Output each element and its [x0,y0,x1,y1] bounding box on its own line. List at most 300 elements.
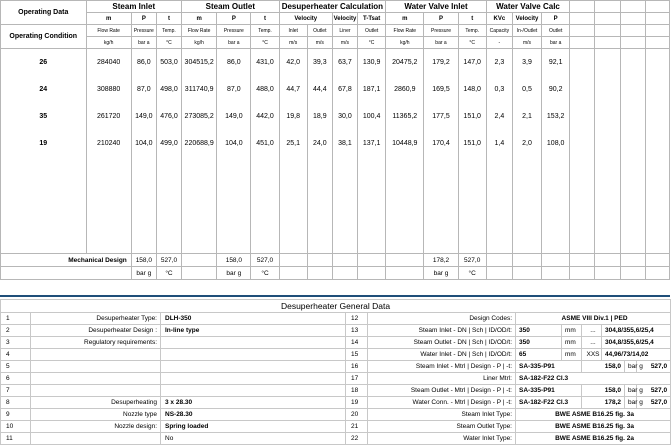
general-data-row [1,421,671,433]
empty-cell [358,237,386,254]
value-cell: 2,4 [486,103,512,130]
field-value [161,349,346,361]
label-cell: Flow Rate [386,25,424,37]
general-data-row [1,325,671,337]
design-temperature: 527,0 [637,397,671,409]
empty-cell [182,267,217,280]
condition-cell: 35 [1,103,87,130]
empty-cell [542,267,570,280]
value-cell: 104,0 [131,130,156,157]
general-data-row [1,349,671,361]
group-water-valve-calc: Water Valve Calc [486,1,569,13]
field-label: Steam Outlet - Mtrl | Design - P | -t: [368,385,516,397]
row-number: 18 [346,385,368,397]
label-cell: Temp. [458,25,486,37]
table-row [1,49,670,77]
empty-cell [458,237,486,254]
general-data-row [1,385,671,397]
empty-cell [251,221,279,237]
row-number: 1 [1,313,31,325]
row-number: 8 [1,397,31,409]
empty-cell [645,13,669,25]
empty-cell [542,205,570,221]
field-label: Nozzle type [31,409,161,421]
field-label [31,349,161,361]
value-cell: 92,1 [542,49,570,77]
label-cell: Flow Rate [86,25,131,37]
empty-cell [251,205,279,221]
empty-cell [570,237,595,254]
value-cell: 42,0 [279,49,307,77]
unit-cell: °C [156,37,181,49]
general-data-row [1,361,671,373]
empty-cell [595,205,620,221]
field-value [161,385,346,397]
empty-cell [251,189,279,205]
label-cell: Temp. [251,25,279,37]
field-label: Liner Mtrl: [368,373,516,385]
general-data-table [0,299,671,445]
value-cell: 1,4 [486,130,512,157]
value-cell: 311740,9 [182,76,217,103]
field-value: NS-28.30 [161,409,346,421]
row-number: 10 [1,421,31,433]
empty-cell [424,173,458,189]
value-cell: 87,0 [131,76,156,103]
value-cell: 11365,2 [386,103,424,130]
value-cell: 442,0 [251,103,279,130]
label-cell: Outlet [358,25,386,37]
empty-cell [512,254,541,267]
design-pressure: 158,0 [582,385,625,397]
empty-cell [86,173,131,189]
dn-unit: mm [562,337,582,349]
value-cell: 284040 [86,49,131,77]
empty-cell [131,173,156,189]
empty-cell [620,221,645,237]
row-number: 11 [1,433,31,445]
row-number: 12 [346,313,368,325]
empty-cell [217,205,251,221]
empty-cell [1,157,87,173]
empty-cell [424,205,458,221]
empty-cell [486,173,512,189]
empty-cell [386,254,424,267]
value-cell: 0,3 [486,76,512,103]
empty-cell [570,1,595,13]
value-cell: 30,0 [332,103,357,130]
mech-unit-t: °C [251,267,279,280]
symbol-cell: KVc [486,13,512,25]
value-cell: 498,0 [156,76,181,103]
empty-cell [1,267,132,280]
symbol-cell: P [131,13,156,25]
table-row [1,76,670,103]
value-cell: 39,3 [307,49,332,77]
empty-cell [570,254,595,267]
operating-condition-label: Operating Condition [1,25,87,49]
empty-cell [1,205,87,221]
row-number: 6 [1,373,31,385]
empty-cell [542,189,570,205]
row-number: 17 [346,373,368,385]
value-cell: 476,0 [156,103,181,130]
empty-cell [458,221,486,237]
value-cell: 86,0 [131,49,156,77]
field-value: No [161,433,346,445]
symbol-cell: m [182,13,217,25]
mech-water-valve-p: 178,2 [424,254,458,267]
empty-cell [182,205,217,221]
empty-cell [570,103,595,130]
value-cell: 10448,9 [386,130,424,157]
unit-cell: bar a [131,37,156,49]
field-value [161,361,346,373]
value-cell: 20475,2 [386,49,424,77]
empty-cell [620,76,645,103]
field-label: Steam Inlet Type: [368,409,516,421]
empty-cell [386,267,424,280]
general-data-title: Desuperheater General Data [1,300,671,313]
empty-row [1,189,670,205]
empty-cell [424,221,458,237]
empty-cell [620,130,645,157]
empty-cell [570,25,595,37]
empty-cell [424,189,458,205]
empty-cell [332,189,357,205]
empty-cell [86,189,131,205]
general-data-row [1,337,671,349]
mech-steam-outlet-p: 158,0 [217,254,251,267]
empty-cell [595,189,620,205]
field-value: SA-182-F22 Cl.3 [516,373,671,385]
dimension-value: 44,96/73/14,02 [602,349,671,361]
symbol-cell: m [86,13,131,25]
empty-cell [279,237,307,254]
empty-rows [1,157,670,254]
empty-cell [486,205,512,221]
empty-cell [217,221,251,237]
empty-cell [156,157,181,173]
dn-value: 350 [516,325,562,337]
empty-cell [570,173,595,189]
unit-cell: °C [458,37,486,49]
label-cell: Outlet [307,25,332,37]
value-cell: 220688,9 [182,130,217,157]
symbol-cell: T-Tsat [358,13,386,25]
value-cell: 153,2 [542,103,570,130]
unit-cell: °C [358,37,386,49]
label-cell: Flow Rate [182,25,217,37]
unit-cell: - [486,37,512,49]
empty-cell [645,157,669,173]
pressure-unit: bar g [625,397,637,409]
value-cell: 0,5 [512,76,541,103]
empty-row [1,157,670,173]
group-steam-outlet: Steam Outlet [182,1,280,13]
empty-cell [307,205,332,221]
field-label: Steam Inlet - DN | Sch | ID/OD/t: [368,325,516,337]
empty-cell [182,157,217,173]
empty-cell [620,25,645,37]
empty-cell [486,267,512,280]
empty-cell [595,76,620,103]
empty-cell [307,189,332,205]
general-data-row [1,397,671,409]
symbol-cell: Velocity [512,13,541,25]
empty-row [1,205,670,221]
empty-row [1,237,670,254]
empty-cell [645,205,669,221]
empty-cell [620,49,645,77]
material-value: SA-335-P91 [516,361,582,373]
empty-cell [595,254,620,267]
symbol-cell: t [251,13,279,25]
field-value: BWE ASME B16.25 fig. 3a [516,409,671,421]
row-number: 4 [1,349,31,361]
empty-cell [486,221,512,237]
unit-cell: kg/h [182,37,217,49]
empty-cell [620,237,645,254]
symbol-cell: Velocity [332,13,357,25]
value-cell: 431,0 [251,49,279,77]
general-data-body [1,313,671,445]
label-cell: Liner [332,25,357,37]
field-value [161,337,346,349]
row-number: 20 [346,409,368,421]
empty-cell [458,189,486,205]
row-number: 3 [1,337,31,349]
empty-cell [645,267,669,280]
empty-cell [279,267,307,280]
value-cell: 499,0 [156,130,181,157]
value-cell: 169,5 [424,76,458,103]
empty-cell [332,221,357,237]
value-cell: 24,0 [307,130,332,157]
mech-steam-outlet-m [182,254,217,267]
value-cell: 503,0 [156,49,181,77]
unit-cell: m/s [307,37,332,49]
empty-cell [1,237,87,254]
row-number: 16 [346,361,368,373]
empty-cell [251,157,279,173]
row-number: 13 [346,325,368,337]
empty-cell [358,189,386,205]
dimension-value: 304,8/355,6/25,4 [602,325,671,337]
empty-cell [86,205,131,221]
empty-cell [279,189,307,205]
row-number: 7 [1,385,31,397]
empty-cell [332,267,357,280]
value-cell: 19,8 [279,103,307,130]
empty-cell [620,13,645,25]
empty-cell [570,130,595,157]
mech-unit-t: °C [156,267,181,280]
empty-cell [1,189,87,205]
value-cell: 147,0 [458,49,486,77]
value-cell: 3,9 [512,49,541,77]
mech-steam-inlet-t: 527,0 [156,254,181,267]
empty-cell [358,157,386,173]
mech-steam-inlet-p: 158,0 [131,254,156,267]
empty-cell [424,157,458,173]
value-cell: 18,9 [307,103,332,130]
value-cell: 2860,9 [386,76,424,103]
empty-cell [595,1,620,13]
empty-cell [645,25,669,37]
empty-cell [156,189,181,205]
design-temperature: 527,0 [637,361,671,373]
empty-cell [542,237,570,254]
empty-cell [595,130,620,157]
unit-cell: kg/h [386,37,424,49]
row-number: 5 [1,361,31,373]
unit-cell: m/s [512,37,541,49]
value-cell: 308880 [86,76,131,103]
empty-row [1,221,670,237]
value-cell: 2,1 [512,103,541,130]
empty-cell [486,157,512,173]
empty-cell [542,157,570,173]
unit-cell: m/s [332,37,357,49]
value-cell: 86,0 [217,49,251,77]
row-number: 21 [346,421,368,433]
value-cell: 104,0 [217,130,251,157]
empty-cell [620,173,645,189]
general-data-row [1,313,671,325]
field-value [161,373,346,385]
empty-cell [358,173,386,189]
empty-cell [131,221,156,237]
empty-cell [131,189,156,205]
value-cell: 63,7 [332,49,357,77]
empty-cell [570,49,595,77]
value-cell: 177,5 [424,103,458,130]
field-value: ASME VIII Div.1 | PED [516,313,671,325]
symbol-cell: Velocity [279,13,332,25]
empty-cell [332,205,357,221]
symbol-cell: m [386,13,424,25]
empty-cell [645,221,669,237]
empty-cell [620,189,645,205]
empty-cell [332,173,357,189]
field-value: Spring loaded [161,421,346,433]
value-cell: 130,9 [358,49,386,77]
label-cell: Pressure [424,25,458,37]
unit-cell: bar a [542,37,570,49]
empty-cell [386,221,424,237]
unit-cell: bar a [424,37,458,49]
empty-cell [358,267,386,280]
table-row [1,130,670,157]
empty-cell [595,157,620,173]
field-label [31,385,161,397]
empty-cell [620,254,645,267]
material-value: SA-182-F22 Cl.3 [516,397,582,409]
value-cell: 148,0 [458,76,486,103]
value-cell: 67,8 [332,76,357,103]
field-label: Desuperheater Type: [31,313,161,325]
label-cell: Temp. [156,25,181,37]
field-label: Water Inlet - DN | Sch | ID/OD/t: [368,349,516,361]
empty-cell [620,37,645,49]
empty-cell [182,237,217,254]
empty-cell [217,189,251,205]
field-label [31,361,161,373]
empty-cell [131,157,156,173]
pressure-unit: bar g [625,361,637,373]
empty-cell [307,173,332,189]
empty-cell [458,173,486,189]
empty-cell [279,173,307,189]
field-label: Regulatory requirements: [31,337,161,349]
field-value: DLH-350 [161,313,346,325]
empty-cell [458,205,486,221]
dn-unit: mm [562,325,582,337]
empty-cell [386,173,424,189]
design-temperature: 527,0 [637,385,671,397]
empty-cell [1,173,87,189]
empty-cell [386,205,424,221]
symbol-cell: P [542,13,570,25]
empty-cell [512,189,541,205]
field-label: Design Codes: [368,313,516,325]
row-number: 2 [1,325,31,337]
dn-value: 65 [516,349,562,361]
empty-cell [595,13,620,25]
empty-cell [1,221,87,237]
empty-cell [645,1,669,13]
empty-cell [620,205,645,221]
empty-cell [595,37,620,49]
value-cell: 187,1 [358,76,386,103]
empty-cell [486,237,512,254]
empty-cell [570,13,595,25]
empty-cell [645,254,669,267]
empty-cell [620,267,645,280]
empty-cell [156,205,181,221]
field-value: 3 x 28.30 [161,397,346,409]
empty-cell [307,254,332,267]
field-label [31,373,161,385]
label-cell: In-/Outlet [512,25,541,37]
empty-cell [486,189,512,205]
value-cell: 2,0 [512,130,541,157]
mech-unit-t: °C [458,267,486,280]
empty-cell [645,237,669,254]
condition-cell: 19 [1,130,87,157]
empty-cell [182,173,217,189]
field-label: Desuperheating [31,397,161,409]
field-label: Desuperheater Design : [31,325,161,337]
value-cell: 273085,2 [182,103,217,130]
empty-cell [182,189,217,205]
value-cell: 137,1 [358,130,386,157]
mech-unit-p: bar g [131,267,156,280]
material-value: SA-335-P91 [516,385,582,397]
empty-cell [512,173,541,189]
empty-cell [645,49,669,77]
empty-cell [512,267,541,280]
general-data-row [1,373,671,385]
group-water-valve-inlet: Water Valve Inlet [386,1,487,13]
empty-cell [156,173,181,189]
value-cell: 149,0 [131,103,156,130]
row-number: 15 [346,349,368,361]
empty-cell [512,221,541,237]
pressure-unit: bar g [625,385,637,397]
value-cell: 90,2 [542,76,570,103]
